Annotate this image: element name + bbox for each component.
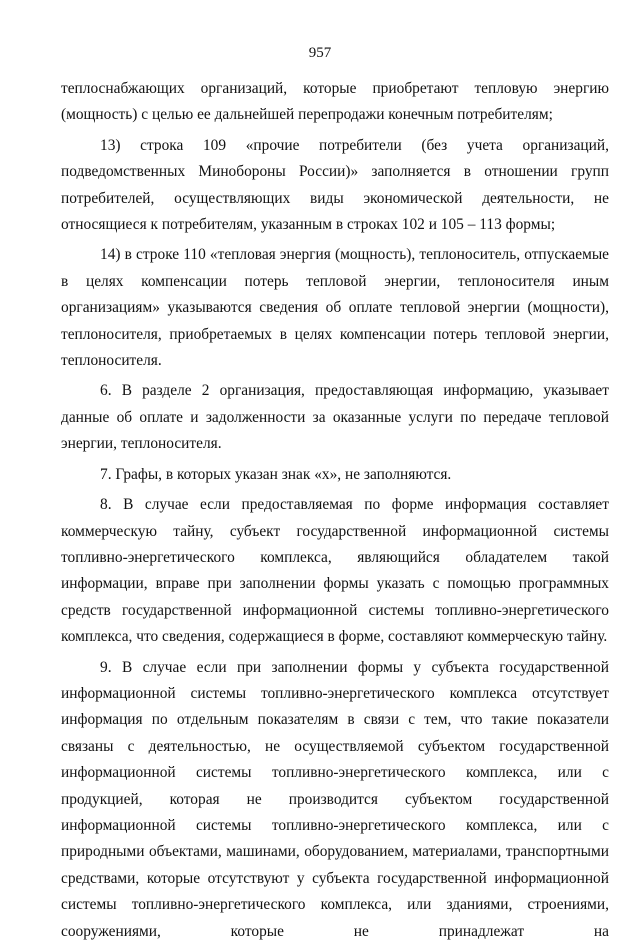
page-number: 957 (308, 45, 332, 61)
paragraph-continuation: теплоснабжающих организаций, которые приобретают тепловую энергию (мощность) с целью ее дальнейшей перепродажи конечным потребителям; (61, 80, 609, 124)
paragraph-section-9: 9. В случае если при заполнении формы у субъекта государственной информационной системы топливно-энергетического комплекса отсутствует информация по отдельным показателям в связи с тем, что такие показатели связаны с деятельностью, не осуществляемой субъектом государственной информационной системы топливно-энергетического комплекса, или с продукцией, которая не производится субъектом государственной информационной системы топливно-энергетического комплекса, или с природными объектами, машинами, оборудованием, материалами, транспортными средствами, которые отсутствуют у субъекта государственной информационной системы топливно-энергетического комплекса, или зданиями, строениями, сооружениями, которые не принадлежат на (61, 658, 609, 940)
document-body (61, 76, 609, 945)
paragraph-section-8: 8. В случае если предоставляемая по форме информация составляет коммерческую тайну, субъект государственной информационной системы топливно-энергетического комплекса, являющийся обладателем такой информации, вправе при заполнении формы указать с помощью программных средств государственной информационной системы топливно-энергетического комплекса, что сведения, содержащиеся в форме, составляют коммерческую тайну. (61, 496, 609, 646)
paragraph-item-14: 14) в строке 110 «тепловая энергия (мощность), теплоноситель, отпускаемые в целях компенсации потерь тепловой энергии, теплоносителя иным организациям» указываются сведения об оплате тепловой энергии (мощности), теплоносителя, приобретаемых в целях компенсации потерь тепловой энергии, теплоносителя. (61, 246, 609, 370)
paragraph-section-7: 7. Графы, в которых указан знак «x», не заполняются. (100, 465, 452, 483)
paragraph-item-13: 13) строка 109 «прочие потребители (без учета организаций, подведомственных Минобороны России)» заполняется в отношении групп потребителей, осуществляющих виды экономической деятельности, не относящиеся к потребителям, указанным в строках 102 и 105 – 113 формы; (61, 136, 609, 234)
paragraph-section-6: 6. В разделе 2 организация, предоставляющая информацию, указывает данные об оплате и задолженности за оказанные услуги по передаче тепловой энергии, теплоносителя. (61, 382, 609, 453)
